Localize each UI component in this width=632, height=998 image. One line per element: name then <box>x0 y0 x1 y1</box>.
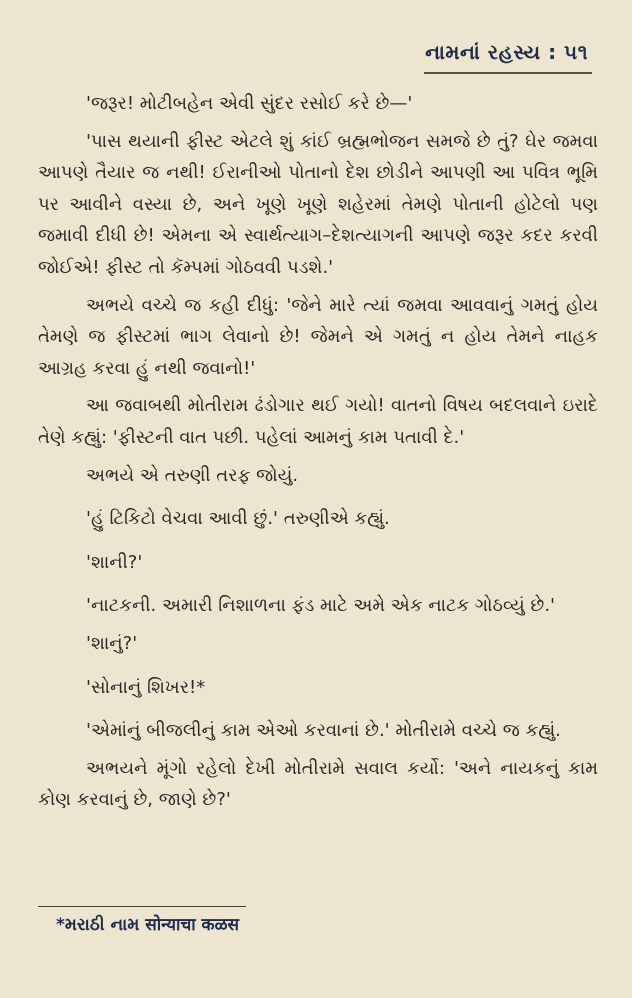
paragraph: 'પાસ થયાની ફીસ્ટ એટલે શું કાંઈ બ્રહ્મભોજન સમજે છે તું? ઘેર જમવા આપણે તૈયાર જ નથી! ઈરાનીઓ પોતાનો દેશ છોડીને આપણી આ પવિત્ર ભૂમિ પર આવીને વસ્યા છે, અને ખૂણે ખૂણે શહેરમાં તેમણે પોતાની હોટેલો પણ જમાવી દીધી છે! એમના એ સ્વાર્થત્યાગ–દેશત્યાગની આપણે જરૂર કદર કરવી જોઈએ! ફીસ્ટ તો કૅમ્પમાં ગોઠવવી પડશે.' <box>38 130 598 278</box>
paragraph: 'નાટકની. અમારી નિશાળના ફંડ માટે અમે એક નાટક ગોઠવ્યું છે.' <box>86 595 555 617</box>
paragraph: 'હું ટિકિટો વેચવા આવી છું.' તરુણીએ કહ્યું. <box>86 508 390 530</box>
paragraph: અભયે વચ્ચે જ કહી દીધું: 'જેને મારે ત્યાં જમવા આવવાનું ગમતું હોય તેમણે જ ફીસ્ટમાં ભાગ લેવાનો છે! જેમને એ ગમતું ન હોય તેમને નાહક આગ્રહ કરવા હું નથી જવાનો!' <box>38 294 598 379</box>
body-text <box>38 88 598 822</box>
paragraph: 'એમાંનું બીજલીનું કામ એઓ કરવાનાં છે.' મોતીરામે વચ્ચે જ કહ્યું. <box>86 720 561 742</box>
paragraph: અભયને મૂંગો રહેલો દેખી મોતીરામે સવાલ કર્યો: 'અને નાયકનું કામ કોણ કરવાનું છે, જાણે છે?' <box>38 757 598 811</box>
paragraph: અભયે એ તરુણી તરફ જોયું. <box>86 464 299 486</box>
header-rule <box>424 72 592 74</box>
footnote: *મરાઠી નામ सोन्याचा कळस <box>56 915 240 935</box>
paragraph: આ જવાબથી મોતીરામ ઢંડોગાર થઈ ગયો! વાતનો વિષય બદલવાને ઇરાદે તેણે કહ્યું: 'ફીસ્ટની વાત પછી. પહેલાં આમનું કામ પતાવી દે.' <box>38 395 598 448</box>
paragraph: 'શાની?' <box>86 551 143 573</box>
running-head: નામનાં રહસ્ય : ૫૧ <box>425 40 588 64</box>
footnote-rule <box>38 906 246 907</box>
paragraph: 'જરૂર! મોટીબહેન એવી સુંદર રસોઈ કરે છે—' <box>86 93 413 114</box>
paragraph: 'સોનાનું શિખર!* <box>86 676 206 698</box>
paragraph: 'શાનું?' <box>86 632 138 654</box>
